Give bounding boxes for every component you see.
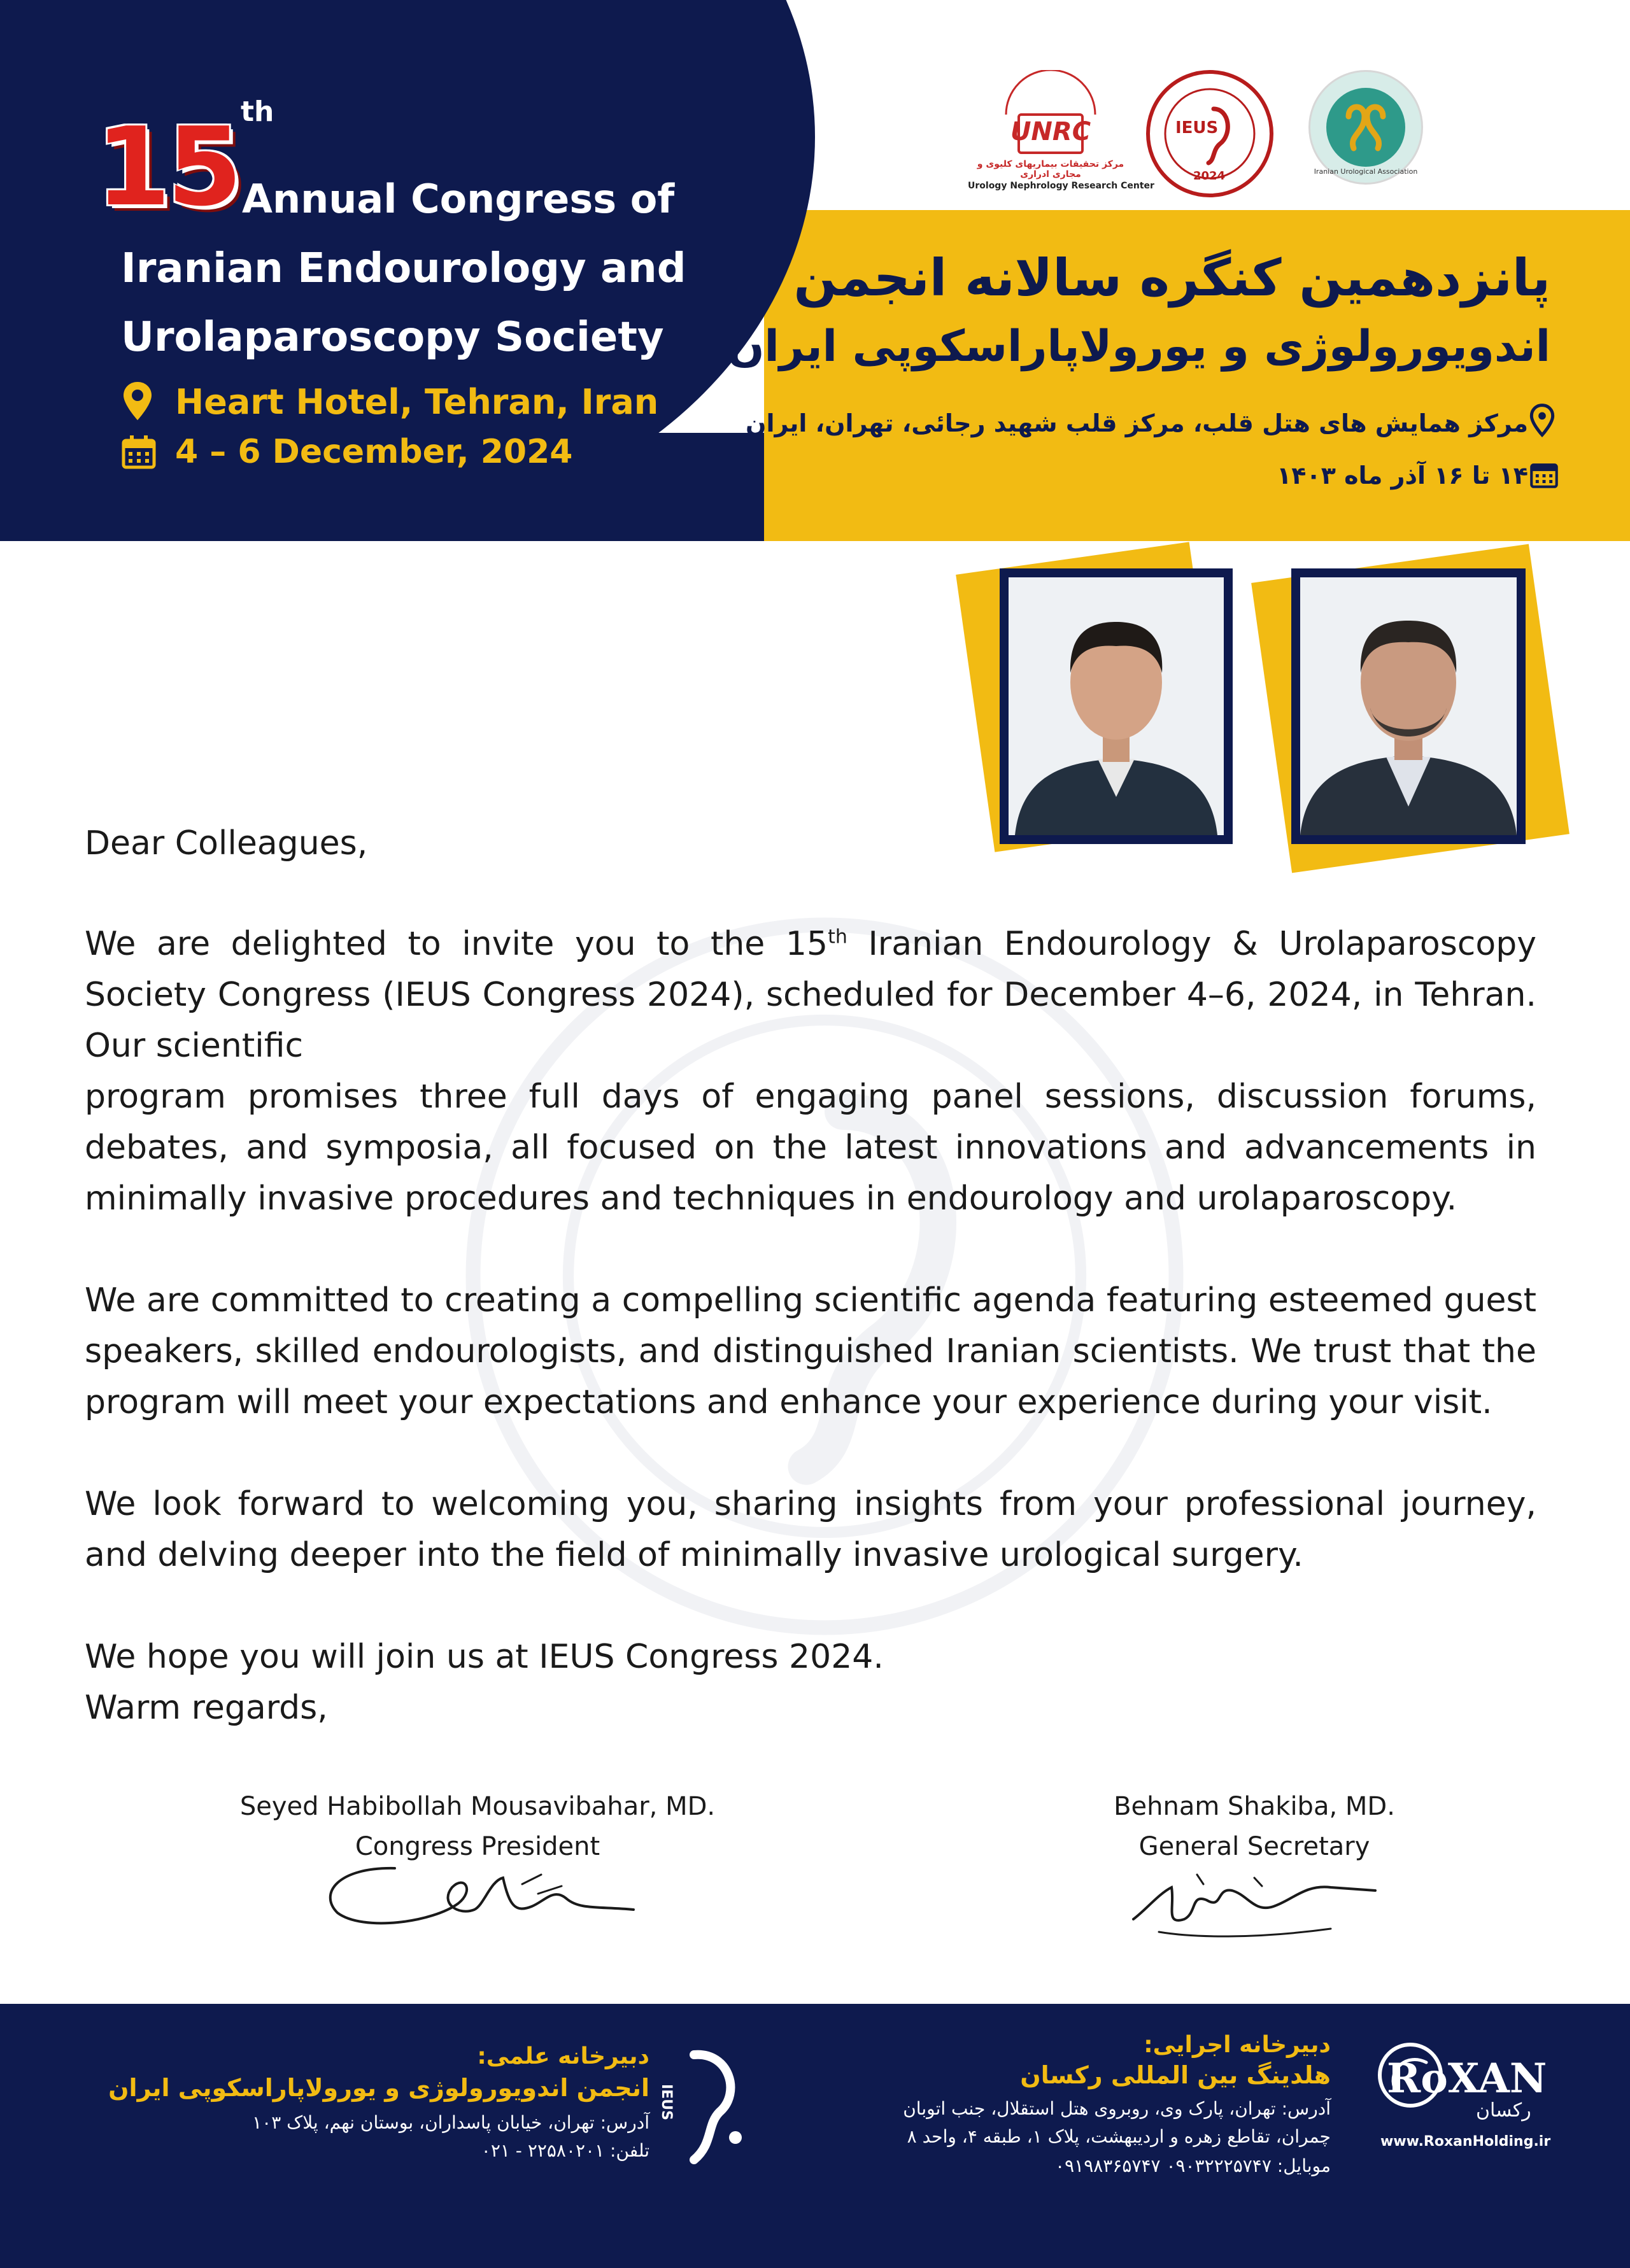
title-line-3: Urolaparoscopy Society <box>121 314 664 361</box>
iua-logo <box>1308 70 1423 185</box>
footer-exec-address-2: چمران، تقاطع زهره و اردیبهشت، پلاک ۱، طبقه ۴، واحد ۸ <box>907 2126 1331 2147</box>
unrc-logo <box>968 70 1154 197</box>
letter-paragraph-2: program promises three full days of engaging panel sessions, discussion forums, debates, and symposia, all focused on the latest innovations and advancements in minimally invasive procedures and techniques in endourology and urolaparoscopy. <box>85 1078 1536 1218</box>
footer-sci-phone: تلفن: ۲۲۵۸۰۲۰۱ - ۰۲۱ <box>481 2140 649 2161</box>
letter-paragraph-3: We are committed to creating a compelling scientific agenda featuring esteemed guest speakers, skilled endourologists, and distinguished Iranian scientists. We trust that the program will meet your expectations and enhance your experience during your visit. <box>85 1281 1536 1421</box>
letter-paragraph-5: We hope you will join us at IEUS Congress 2024. <box>85 1638 884 1676</box>
footer-sci-address: آدرس: تهران، خیابان پاسداران، بوستان نهم، پلاک ۱۰۳ <box>252 2112 649 2133</box>
footer-exec-heading: دبیرخانه اجرایی: <box>1144 2032 1331 2058</box>
location-pin-icon <box>122 381 153 421</box>
footer-exec-mobile: موبایل: ۰۹۰۳۲۲۲۵۷۴۷ ۰۹۱۹۸۳۶۵۷۴۷ <box>1055 2155 1331 2176</box>
congress-number: 15 <box>96 104 239 230</box>
p1-text-start: We are delighted to invite you to the 15 <box>85 925 828 963</box>
president-name: Seyed Habibollah Mousavibahar, MD. <box>239 1792 716 1821</box>
roxan-brand: RoXAN <box>1387 2055 1547 2102</box>
photo-frame-left <box>1000 568 1233 844</box>
president-signature <box>312 1849 643 1938</box>
secretary-name: Behnam Shakiba, MD. <box>1114 1792 1395 1821</box>
unrc-en-text: Urology Nephrology Research Center <box>968 181 1154 191</box>
letter-salutation: Dear Colleagues, <box>85 824 368 863</box>
letter-paragraph-4: We look forward to welcoming you, sharing insights from your professional journey, and delving deeper into the field of minimally invasive urological surgery. <box>85 1485 1536 1574</box>
footer-exec-org: هلدینگ بین المللی رکسان <box>1020 2061 1331 2089</box>
location-pin-icon <box>1529 402 1555 438</box>
roxan-fa-name: رکسان <box>1476 2099 1531 2122</box>
speaker-photo-right <box>1300 577 1517 835</box>
fa-title-line-2: اندویورولوژی و یورولاپاراسکوپی ایران <box>727 321 1550 372</box>
letter-closing: Warm regards, <box>85 1689 328 1727</box>
footer-exec-address-1: آدرس: تهران، پارک وی، روبروی هتل استقلال، جنب اتوبان <box>903 2098 1331 2119</box>
footer-sci-org: انجمن اندویورولوژی و یورولاپاراسکوپی ایران <box>108 2074 649 2102</box>
ieus-footer-logo-icon <box>669 2042 764 2169</box>
iua-en-text: Iranian Urological Association <box>1314 167 1418 176</box>
fa-venue-text: مرکز همایش های هتل قلب، مرکز قلب شهید رجائی، تهران، ایران <box>746 409 1528 437</box>
calendar-icon <box>1529 460 1559 489</box>
dates-text: 4 – 6 December, 2024 <box>175 433 573 471</box>
ieus-logo <box>1146 70 1273 197</box>
unrc-label: UNRC <box>1010 117 1091 146</box>
title-line-2: Iranian Endourology and <box>121 245 686 292</box>
calendar-icon <box>121 434 157 470</box>
unrc-fa-text: مرکز تحقیقات بیماریهای کلیوی و مجاری ادراری <box>977 159 1124 180</box>
secretary-role: General Secretary <box>1138 1832 1370 1861</box>
ieus-logo-year: 2024 <box>1193 169 1226 183</box>
photo-frame-right <box>1291 568 1526 844</box>
roxan-url: www.RoxanHolding.ir <box>1380 2134 1551 2150</box>
title-line-1: Annual Congress of <box>242 176 675 222</box>
ieus-footer-mark: IEUS <box>658 2084 674 2120</box>
footer-sci-heading: دبیرخانه علمی: <box>477 2043 649 2069</box>
letter-paragraph-1 <box>85 919 1536 1071</box>
congress-ordinal: th <box>241 95 274 128</box>
p1-ordinal: th <box>828 926 847 948</box>
venue-text: Heart Hotel, Tehran, Iran <box>175 382 659 422</box>
ieus-logo-label: IEUS <box>1175 118 1219 137</box>
secretary-signature <box>1121 1849 1388 1951</box>
president-role: Congress President <box>355 1832 600 1861</box>
p1-text-end: Iranian Endourology & Urolaparoscopy Society Congress (IEUS Congress 2024), scheduled for December 4–6, 2024, in Tehran. Our scientific <box>85 925 1536 1065</box>
fa-title-line-1: پانزدهمین کنگره سالانه انجمن <box>793 248 1550 307</box>
speaker-photo-left <box>1009 577 1224 835</box>
fa-dates-text: ۱۴ تا ۱۶ آذر ماه ۱۴۰۳ <box>1277 461 1528 490</box>
